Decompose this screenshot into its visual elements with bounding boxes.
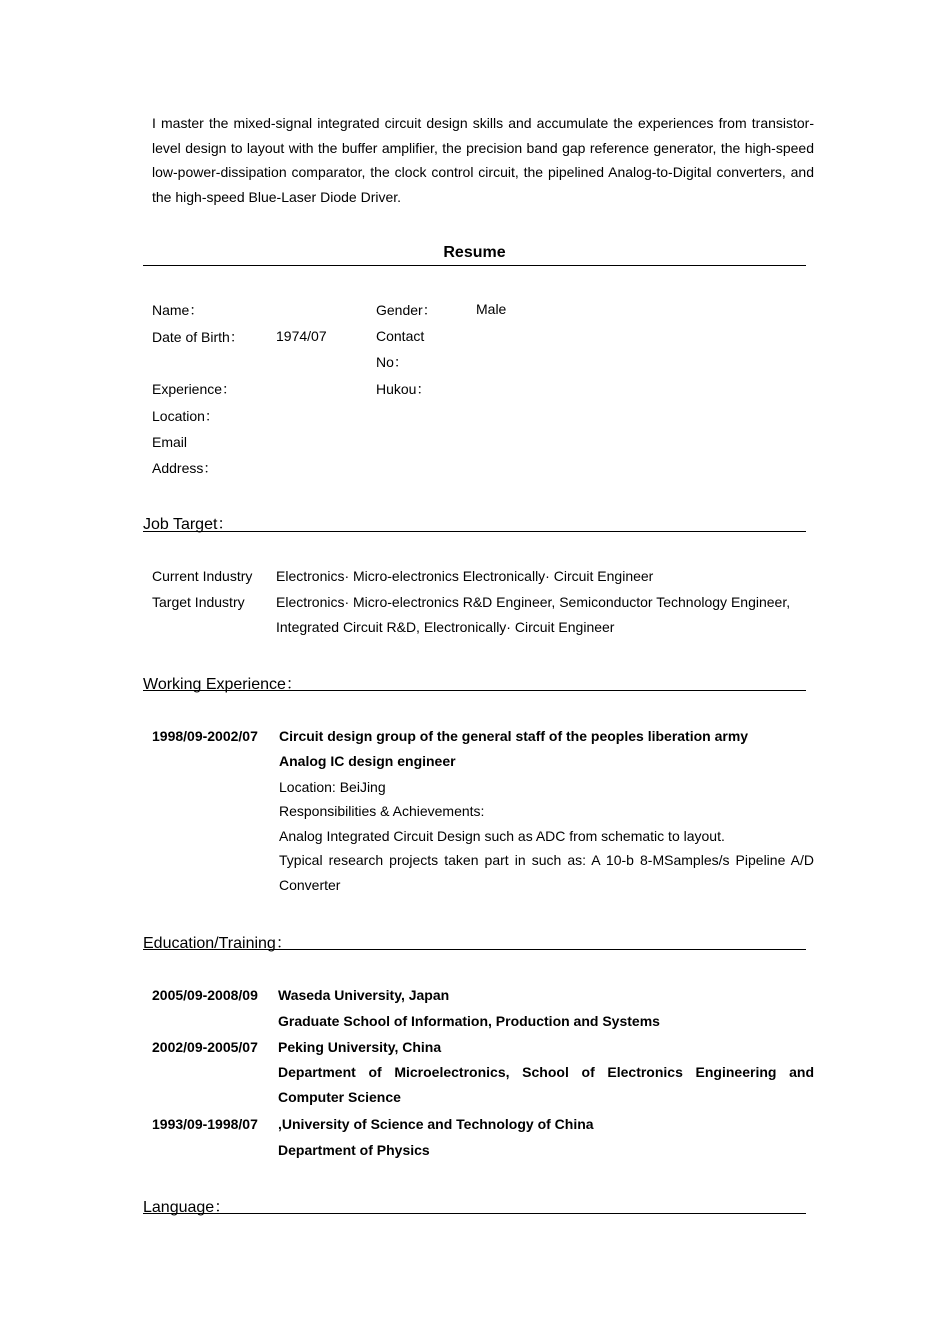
education-department: Department of Microelectronics, School of Electronics Engineering and Computer Science xyxy=(278,1064,814,1105)
language-heading: Language： xyxy=(143,1199,231,1216)
education-department: Department of Physics xyxy=(278,1142,430,1158)
contact-label: Contact xyxy=(376,328,425,344)
target-industry-value-cont: Integrated Circuit R&D, Electronically· Circuit Engineer xyxy=(276,619,615,635)
hukou-label: Hukou： xyxy=(376,381,431,397)
education-period: 2002/09-2005/07 xyxy=(152,1039,258,1055)
education-school: Waseda University, Japan xyxy=(278,987,450,1003)
education-heading: Education/Training： xyxy=(143,935,292,952)
location-label: Location： xyxy=(152,408,219,424)
work-responsibility: Analog Integrated Circuit Design such as ADC from schematic to layout. xyxy=(279,828,725,844)
education-school: Peking University, China xyxy=(278,1039,442,1055)
education-period: 2005/09-2008/09 xyxy=(152,987,258,1003)
job-target-divider xyxy=(143,531,806,532)
contact-label-no: No： xyxy=(376,354,408,370)
work-divider xyxy=(143,690,806,691)
title-divider xyxy=(143,265,806,266)
education-divider xyxy=(143,949,806,950)
target-industry-label: Target Industry xyxy=(152,594,245,610)
email-label: Email xyxy=(152,434,188,450)
education-department: Graduate School of Information, Production and Systems xyxy=(278,1013,660,1029)
current-industry-value: Electronics· Micro-electronics Electronically· Circuit Engineer xyxy=(276,568,654,584)
dob-value: 1974/07 xyxy=(276,328,327,344)
language-divider xyxy=(143,1213,806,1214)
gender-value: Male xyxy=(476,301,507,317)
page-title: Resume xyxy=(443,244,506,261)
job-target-heading: Job Target： xyxy=(143,516,234,533)
work-responsibility: Typical research projects taken part in such as: A 10-b 8-MSamples/s Pipeline A/D Converter xyxy=(279,852,814,893)
name-label: Name： xyxy=(152,302,204,318)
target-industry-value: Electronics· Micro-electronics R&D Engineer, Semiconductor Technology Engineer, xyxy=(276,594,791,610)
email-label-address: Address： xyxy=(152,460,218,476)
education-period: 1993/09-1998/07 xyxy=(152,1116,258,1132)
education-school: ,University of Science and Technology of China xyxy=(278,1116,594,1132)
work-position: Analog IC design engineer xyxy=(279,753,456,769)
gender-label: Gender： xyxy=(376,302,437,318)
summary-paragraph: I master the mixed-signal integrated circuit design skills and accumulate the experiences from transistor-level design to layout with the buffer amplifier, the precision band gap reference generator, the high-speed low-power-dissipation comparator, the clock control circuit, the pipelined Analog-to-Digital converters, and the high-speed Blue-Laser Diode Driver. xyxy=(152,115,814,206)
work-responsibilities-label: Responsibilities & Achievements: xyxy=(279,803,485,819)
work-heading: Working Experience： xyxy=(143,676,302,693)
experience-label: Experience： xyxy=(152,381,237,397)
dob-label: Date of Birth： xyxy=(152,329,244,345)
work-location: Location: BeiJing xyxy=(279,779,386,795)
current-industry-label: Current Industry xyxy=(152,568,253,584)
work-period: 1998/09-2002/07 xyxy=(152,728,258,744)
work-company: Circuit design group of the general staff of the peoples liberation army xyxy=(279,728,749,744)
